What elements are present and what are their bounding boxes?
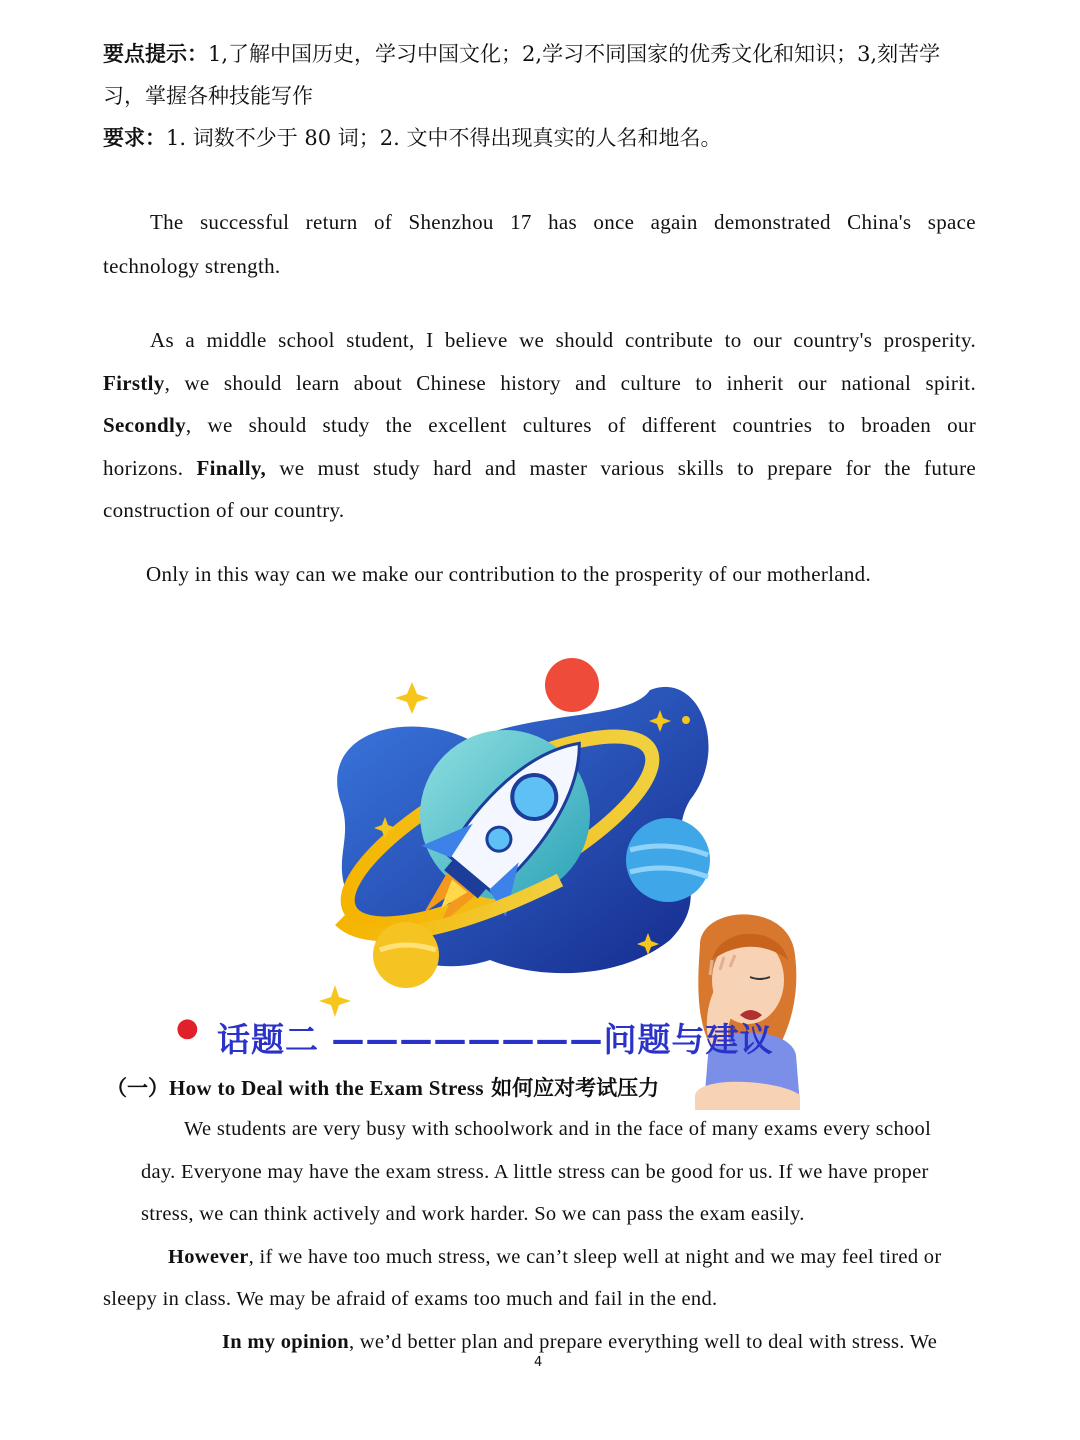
essay2-p3-line1 (222, 1321, 937, 1363)
requirements-points (103, 33, 983, 159)
requirements-text: 1. 词数不少于 80 词；2. 文中不得出现真实的人名和地名。 (166, 126, 722, 150)
essay2-p3-line1-text: , we’d better plan and prepare everything well to deal with stress. We (348, 1331, 938, 1353)
essay1-p2-line1: As a middle school student, I believe we should contribute to our country's prosperity. (150, 328, 976, 352)
essay1-p2-line2-text: , we should learn about Chinese history and culture to inherit our national spirit. (164, 371, 976, 395)
essay1-p1-word: Shenzhou (408, 210, 494, 234)
essay1-p1-line2: technology strength. (103, 254, 281, 278)
however-word: However (168, 1246, 249, 1268)
essay1-p2-line4-text: we must study hard and master various skills to prepare for the future (279, 456, 976, 480)
planet-icon (373, 922, 439, 988)
planet-icon (545, 658, 599, 712)
opinion-word: In my opinion (222, 1331, 349, 1353)
essay2-p2-line1-text: , if we have too much stress, we can’t sleep well at night and we may feel tired or (248, 1246, 942, 1268)
essay1-p1-word: 17 (510, 210, 532, 234)
horizons-word: horizons. (103, 456, 184, 480)
firstly-word: Firstly (103, 371, 165, 395)
essay1-p2-line2 (103, 371, 976, 396)
sparkle-icon (395, 682, 429, 714)
finally-word: Finally, (196, 456, 267, 480)
section-title-en: How to Deal with the Exam Stress (169, 1076, 484, 1100)
essay2-p1-line2: day. Everyone may have the exam stress. A little stress can be good for us. If we have proper (141, 1161, 929, 1183)
topic-bullet: ● (176, 1013, 199, 1043)
essay1-p2-line4 (103, 456, 976, 481)
essay1-p2-line3-text: , we should study the excellent cultures of different countries to broaden our (185, 413, 976, 437)
points-label: 要点提示： (103, 41, 208, 66)
essay1-p1-word: demonstrated (714, 210, 831, 234)
requirements-line (103, 117, 983, 159)
section-title-prefix: （一） (106, 1075, 169, 1100)
rocket-illustration (300, 650, 730, 1030)
essay2-p1-line1: We students are very busy with schoolwork and in the face of many exams every school (184, 1118, 932, 1140)
points-line-2: 习，掌握各种技能写作 (103, 84, 313, 108)
requirements-label: 要求： (103, 125, 166, 150)
essay1-p1-word: The (150, 210, 184, 234)
essay1-p1-word: successful (199, 210, 290, 234)
essay1-p1-word: of (374, 210, 393, 234)
essay1-p3: Only in this way can we make our contribution to the prosperity of our motherland. (146, 562, 872, 586)
topic-heading: 话题二 ————————问题与建议 (217, 1020, 774, 1059)
essay1-p1-word: once (593, 210, 635, 234)
essay2-p2-line1 (168, 1236, 942, 1278)
essay1-p1-word: again (650, 210, 698, 234)
stressed-girl-illustration (680, 905, 810, 1115)
essay2-p2-line2: sleepy in class. We may be afraid of exams too much and fail in the end. (103, 1288, 718, 1310)
essay1-p2-line3 (103, 413, 976, 438)
points-text-1: 1,了解中国历史，学习中国文化；2,学习不同国家的优秀文化和知识；3,刻苦学 (208, 42, 941, 66)
essay1-p1-word: return (305, 210, 358, 234)
essay1-p1-word: has (548, 210, 578, 234)
essay1-p1-word: China's (847, 210, 912, 234)
secondly-word: Secondly (103, 413, 186, 437)
essay1-p1-word: space (927, 210, 976, 234)
sparkle-icon (319, 985, 351, 1017)
page-number: 4 (534, 1355, 543, 1370)
section-title (106, 1072, 659, 1102)
essay2-p1-line3: stress, we can think actively and work harder. So we can pass the exam easily. (141, 1203, 805, 1225)
planet-icon (626, 818, 710, 902)
points-line-1 (103, 33, 983, 75)
essay1-p1-line1 (150, 210, 976, 235)
section-title-cn: 如何应对考试压力 (491, 1075, 660, 1100)
essay1-p2-line5: construction of our country. (103, 498, 345, 522)
